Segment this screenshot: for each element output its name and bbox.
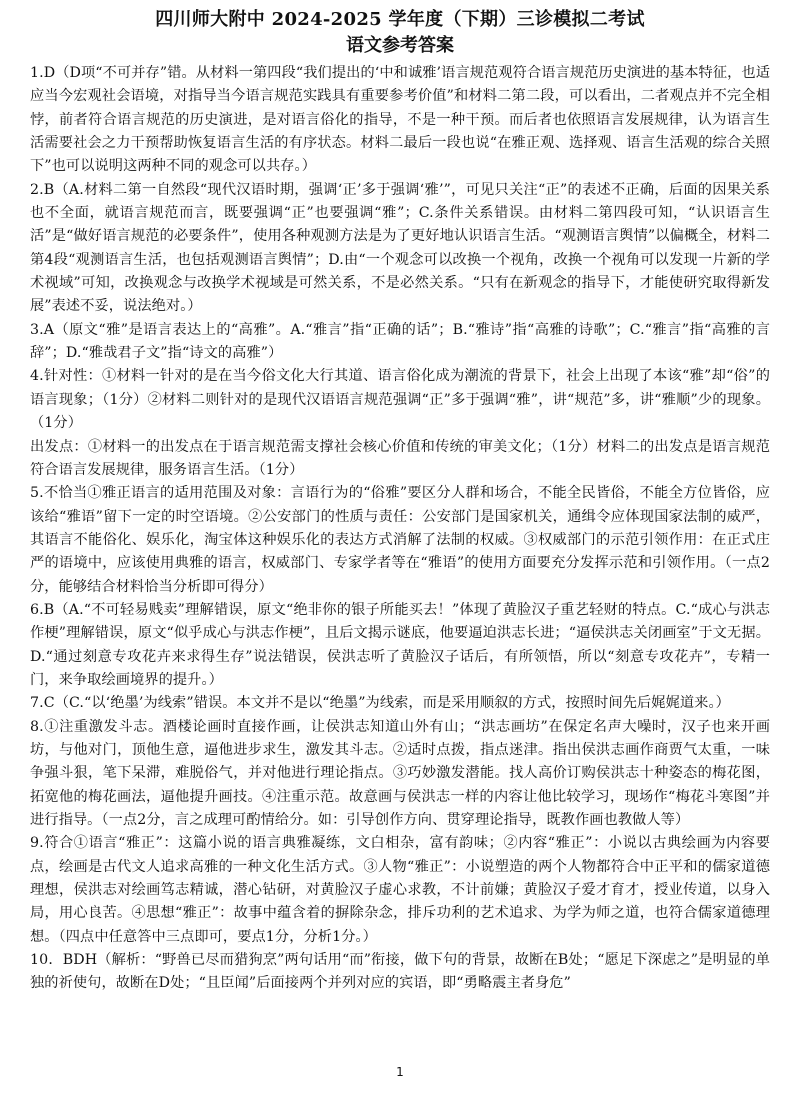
- answer-9: 9.符合①语言“雅正”：这篇小说的语言典雅凝练，文白相杂，富有韵味；②内容“雅正”：小说以古典绘画为内容要点，绘画是古代文人追求高雅的一种文化生活方式。③人物“雅正”：小说塑造的两个人物都符合中正平和的儒家道德理想，侯洪志对绘画笃志精诚，潜心钻研，对黄脸汉子虚心求教，不计前嫌；黄脸汉子爱才育才，授业传道，以身入局，用心良苦。④思想“雅正”：故事中蕴含着的摒除杂念，排斥功利的艺术追求、为学为师之道，也符合儒家道德理想。（四点中任意答中三点即可，要点1分，分析1分。）: [30, 835, 770, 945]
- answer-4-starting-point: 出发点：①材料一的出发点在于语言规范需支撑社会核心价值和传统的审美文化；（1分）材料二的出发点是语言规范符合语言发展规律，服务语言生活。（1分）: [30, 438, 770, 478]
- answer-8: 8.①注重激发斗志。酒楼论画时直接作画，让侯洪志知道山外有山；“洪志画坊”在保定名声大噪时，汉子也来开画坊，与他对门，顶他生意，逼他进步求生，激发其斗志。②适时点拨，指点迷津。指出侯洪志画作商贾气太重，一味争强斗狠，笔下呆滞，难脱俗气，并对他进行理论指点。③巧妙激发潜能。找人高价订购侯洪志十种姿态的梅花图，拓宽他的梅花画法，逼他提升画技。④注重示范。故意画与侯洪志一样的内容让他比较学习，现场作“梅花斗寒图”并进行指导。（一点2分，言之成理可酌情给分。如：引导创作方向、贯穿理论指导，既教作画也教做人等）: [30, 718, 770, 828]
- answer-3: 3.A（原文“雅”是语言表达上的“高雅”。A.“雅言”指“正确的话”；B.“雅诗”指“高雅的诗歌”；C.“雅言”指“高雅的言辞”；D.“雅哉君子文”指“诗文的高雅”）: [30, 321, 770, 362]
- answer-6: 6.B（A.“不可轻易贱卖”理解错误，原文“绝非你的银子所能买去！”体现了黄脸汉子重艺轻财的特点。C.“成心与洪志作梗”理解错误，原文“似乎成心与洪志作梗”，且后文揭示谜底，他要逼迫洪志长进；“逼侯洪志关闭画室”于文无据。D.“通过刻意专攻花卉来求得生存”说法错误，侯洪志听了黄脸汉子话后，有所领悟，所以“刻意专攻花卉”，专精一门，来争取绘画境界的提升。）: [30, 601, 770, 688]
- answer-5: 5.不恰当①雅正语言的适用范围及对象：言语行为的“俗雅”要区分人群和场合，不能全民皆俗，不能全方位皆俗，应该给“雅语”留下一定的时空语境。②公安部门的性质与责任：公安部门是国家机关，通缉令应体现国家法制的威严，其语言不能俗化、娱乐化，淘宝体这种娱乐化的表达方式消解了法制的权威。③权威部门的示范引领作用：在正式庄严的语境中，应该使用典雅的语言，权威部门、专家学者等在“雅语”的使用方面要充分发挥示范和引领作用。（一点2分，能够结合材料恰当分析即可得分）: [30, 485, 770, 595]
- answer-content: [30, 62, 770, 996]
- page-number: 1: [396, 1065, 404, 1079]
- answer-7: 7.C（C.“以‘绝墨’为线索”错误。本文并不是以“绝墨”为线索，而是采用顺叙的方式，按照时间先后娓娓道来。）: [30, 695, 730, 712]
- answer-1: 1.D（D项“不可并存”错。从材料一第四段“我们提出的‘中和诚雅’语言规范观符合语言规范历史演进的基本特征，也适应当今宏观社会语境，对指导当今语言规范实践具有重要参考价值”和材料二第二段，可以看出，二者观点并不完全相悖，前者符合语言规范的历史演进，是对语言俗化的指导，不是一种干预。而后者也依照语言发展规律，认为语言生活需要社会之力干预帮助恢复语言生活的有序状态。材料二最后一段也说“在雅正观、选择观、语言生活观的综合关照下”也可以说明这两种不同的观念可以共存。）: [30, 65, 770, 175]
- answer-10: 10．BDH（解析：“野兽已尽而猎狗烹”两句话用“而”衔接，做下句的背景，故断在B处；“愿足下深虑之”是明显的单独的祈使句，故断在D处；“且臣闻”后面接两个并列对应的宾语，即“勇略震主者身危”: [30, 952, 770, 992]
- answer-2: 2.B（A.材料二第一自然段“现代汉语时期，强调‘正’多于强调‘雅’”，可见只关注“正”的表述不正确，后面的因果关系也不全面，就语言规范而言，既要强调“正”也要强调“雅”；C.条件关系错误。由材料二第四段可知，“认识语言生活”是“做好语言规范的必要条件”，使用各种观测方法是为了更好地认识语言生活。“观测语言舆情”以偏概全，材料二第4段“观测语言生活，也包括观测语言舆情”；D.由“一个观念可以改换一个视角，改换一个视角可以发现一片新的学术视域”可知，改换观念与改换学术视域是可然关系，不是必然关系。“只有在新观念的指导下，才能使研究取得新发展”表述不妥，说法绝对。）: [30, 181, 770, 315]
- page-title: 四川师大附中 2024-2025 学年度（下期）三诊模拟二考试: [155, 9, 645, 30]
- page-subtitle: 语文参考答案: [346, 35, 454, 56]
- answer-4-targeting: 4.针对性：①材料一针对的是在当今俗文化大行其道、语言俗化成为潮流的背景下，社会上出现了本该“雅”却“俗”的语言现象；（1分）②材料二则针对的是现代汉语语言规范强调“正”多于强调“雅”，讲“规范”多，讲“雅顺”少的现象。（1分）: [30, 368, 770, 432]
